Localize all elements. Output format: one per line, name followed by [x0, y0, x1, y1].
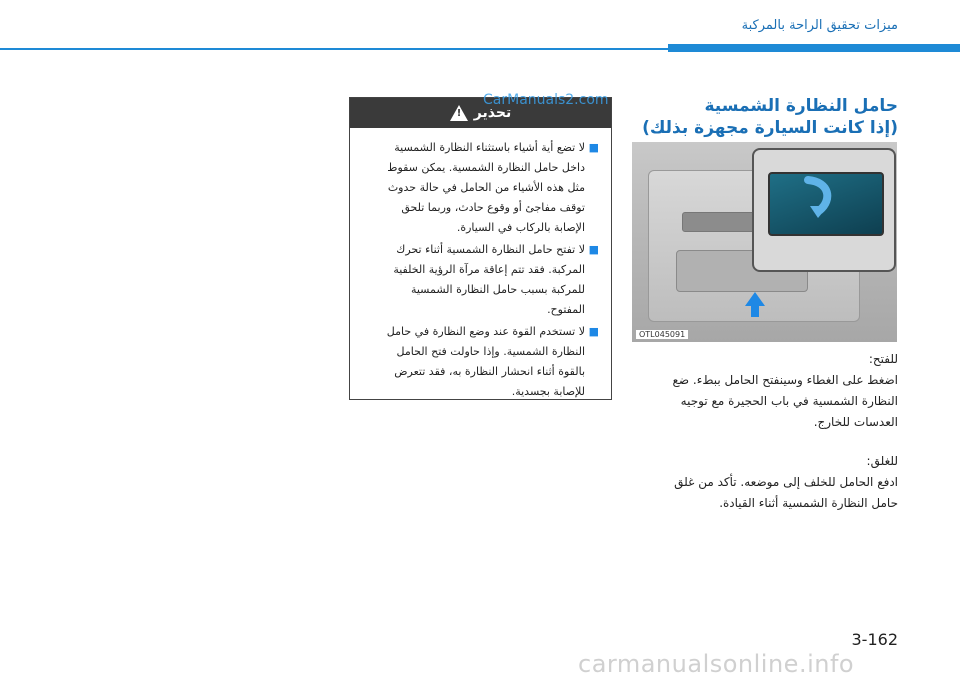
header-rule-thin: [0, 48, 670, 50]
section-title: [628, 95, 898, 139]
bullet-icon: ■: [588, 325, 599, 338]
close-line: حامل النظارة الشمسية أثناء القيادة.: [719, 496, 898, 510]
open-heading: للفتح:: [868, 352, 898, 366]
page-number: 3-162: [851, 630, 898, 649]
warning-line: مثل هذه الأشياء من الحامل في حالة حدوث: [387, 181, 585, 194]
warning-item: [364, 240, 599, 320]
warning-title: تحذير: [473, 105, 512, 121]
bullet-icon: ■: [588, 243, 599, 256]
open-instructions: [628, 349, 898, 433]
warning-list: [350, 128, 611, 402]
sunglass-holder-photo: [632, 142, 897, 342]
warning-line: المفتوح.: [547, 303, 585, 316]
warning-triangle-icon: !: [450, 105, 468, 121]
warning-item: [364, 322, 599, 402]
close-line: ادفع الحامل للخلف إلى موضعه. تأكد من غلق: [674, 475, 898, 489]
warning-line: للمركبة بسبب حامل النظارة الشمسية: [410, 283, 585, 296]
arrow-stem: [751, 305, 759, 317]
warning-line: للإصابة بجسدية.: [511, 385, 585, 398]
section-title-line2: (إذا كانت السيارة مجهزة بذلك): [642, 118, 898, 138]
site-watermark: CarManuals2.com: [483, 92, 609, 108]
close-heading: للغلق:: [866, 454, 898, 468]
warning-line: المركبة. فقد تتم إعاقة مرآة الرؤية الخلفية: [393, 263, 585, 276]
figure-code: OTL045091: [636, 330, 688, 339]
detail-inset: [752, 148, 896, 272]
warning-line: لا تستخدم القوة عند وضع النظارة في حامل: [386, 325, 585, 338]
warning-line: داخل حامل النظارة الشمسية. يمكن سقوط: [387, 161, 585, 174]
bullet-icon: ■: [588, 141, 599, 154]
arrow-up-icon: [745, 292, 765, 306]
section-title-line1: حامل النظارة الشمسية: [704, 96, 898, 116]
close-instructions: [628, 451, 898, 514]
footer-watermark: carmanualsonline.info: [578, 650, 855, 678]
warning-line: بالقوة أثناء انحشار النظارة به، فقد تتعرض: [394, 365, 585, 378]
curved-arrow-icon: [802, 176, 838, 220]
warning-item: [364, 138, 599, 238]
warning-box: [349, 97, 612, 400]
warning-line: لا تضع أية أشياء باستثناء النظارة الشمسية: [394, 141, 585, 154]
warning-line: النظارة الشمسية. وإذا حاولت فتح الحامل: [396, 345, 585, 358]
open-line: النظارة الشمسية في باب الحجيرة مع توجيه: [680, 394, 898, 408]
open-line: العدسات للخارج.: [813, 415, 898, 429]
warning-line: لا تفتح حامل النظارة الشمسية أثناء تحرك: [396, 243, 585, 256]
open-line: اضغط على الغطاء وسينفتح الحامل ببطء. ضع: [672, 373, 898, 387]
warning-line: توقف مفاجئ أو وقوع حادث، وربما تلحق: [401, 201, 585, 214]
header-title: ميزات تحقيق الراحة بالمركبة: [741, 18, 898, 33]
header-rule-thick: [668, 44, 960, 52]
warning-line: الإصابة بالركاب في السيارة.: [456, 221, 585, 234]
